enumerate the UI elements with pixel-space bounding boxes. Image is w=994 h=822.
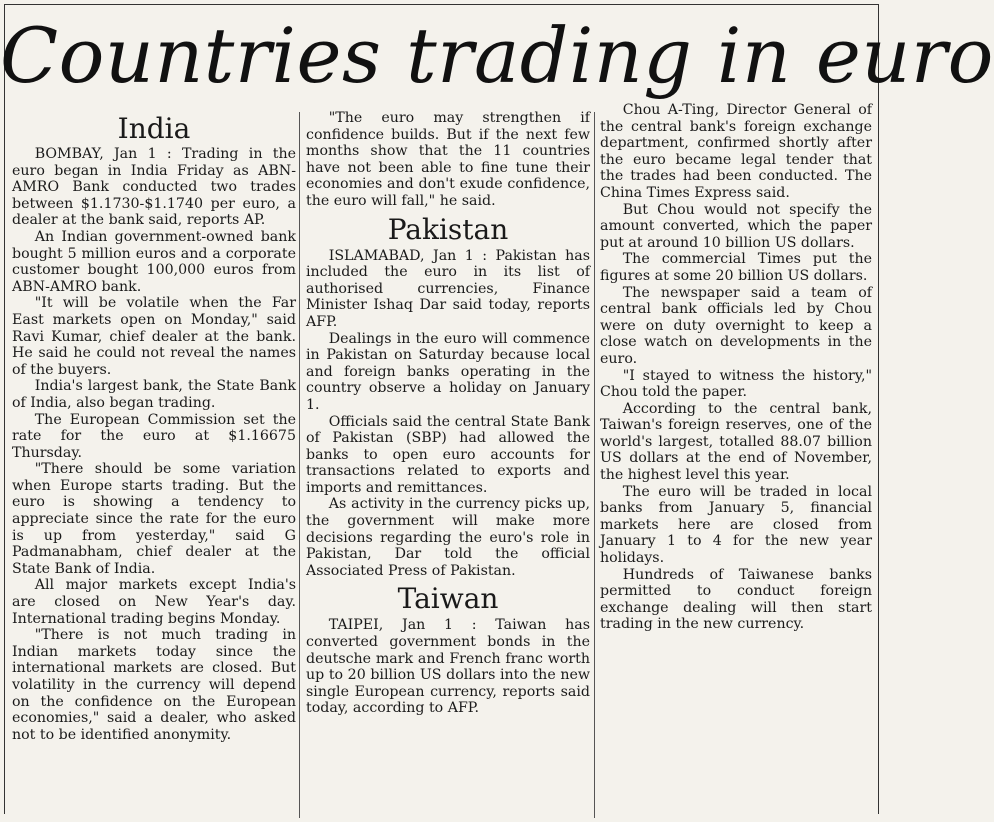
paragraph: Chou A-Ting, Director General of the central bank's foreign exchange department, confirmed shortly after the euro became legal tender that the trades had been conducted. The China Times Express said.	[600, 102, 872, 201]
paragraph: Dealings in the euro will commence in Pakistan on Saturday because local and foreign banks operating in the country observe a holiday on January 1.	[306, 330, 590, 413]
column-2	[306, 110, 590, 820]
paragraph: As activity in the currency picks up, the government will make more decisions regarding the euro's role in Pakistan, Dar told the official Associated Press of Pakistan.	[306, 496, 590, 579]
section-heading-pakistan: Pakistan	[387, 212, 509, 246]
paragraph: "The euro may strengthen if confidence builds. But if the next few months show that the 11 countries have not been able to fine tune their economies and don't exude confidence, the euro will fall," he said.	[306, 110, 590, 209]
paragraph: All major markets except India's are closed on New Year's day. International trading begins Monday.	[12, 577, 296, 627]
paragraph: The newspaper said a team of central bank officials led by Chou were on duty overnight to keep a close watch on developments in the euro.	[600, 284, 872, 367]
paragraph: "There should be some variation when Europe starts trading. But the euro is showing a tendency to appreciate since the rate for the euro is up from yesterday," said G Padmanabham, chief dealer at the State Bank of India.	[12, 461, 296, 577]
paragraph: ISLAMABAD, Jan 1 : Pakistan has included the euro in its list of authorised currencies, Finance Minister Ishaq Dar said today, reports AFP.	[306, 247, 590, 330]
paragraph: BOMBAY, Jan 1 : Trading in the euro began in India Friday as ABN-AMRO Bank conducted two trades between $1.1730-$1.1740 per euro, a dealer at the bank said, reports AP.	[12, 146, 296, 229]
column-3	[600, 102, 872, 812]
paragraph: TAIPEI, Jan 1 : Taiwan has converted government bonds in the deutsche mark and French franc worth up to 20 billion US dollars into the new single European currency, reports said today, according to AFP.	[306, 617, 590, 717]
headline: Countries trading in euro	[0, 11, 994, 100]
paragraph: The commercial Times put the figures at some 20 billion US dollars.	[600, 251, 872, 284]
column-rule	[594, 112, 595, 818]
paragraph: According to the central bank, Taiwan's foreign reserves, one of the world's largest, totalled 88.07 billion US dollars at the end of November, the highest level this year.	[600, 400, 872, 484]
section-heading-taiwan: Taiwan	[397, 582, 499, 616]
paragraph: "There is not much trading in Indian markets today since the international markets are closed. But volatility in the currency will depend on the confidence on the European economies," said a dealer, who asked not to be identified anonymity.	[12, 627, 296, 743]
paragraph: India's largest bank, the State Bank of India, also began trading.	[12, 378, 296, 411]
paragraph: Hundreds of Taiwanese banks permitted to conduct foreign exchange dealing will then start trading in the new currency.	[600, 566, 872, 633]
column-rule	[299, 112, 300, 818]
paragraph: But Chou would not specify the amount converted, which the paper put at around 10 billion US dollars.	[600, 201, 872, 251]
paragraph: "I stayed to witness the history," Chou told the paper.	[600, 367, 872, 401]
section-heading-india: India	[117, 112, 191, 145]
paragraph: Officials said the central State Bank of Pakistan (SBP) had allowed the banks to open euro accounts for transactions related to exports and imports and remittances.	[306, 413, 590, 496]
paragraph: The European Commission set the rate for the euro at $1.16675 Thursday.	[12, 411, 296, 461]
column-1	[12, 112, 296, 822]
paragraph: "It will be volatile when the Far East markets open on Monday," said Ravi Kumar, chief dealer at the bank. He said he could not reveal the names of the buyers.	[12, 295, 296, 378]
paragraph: An Indian government-owned bank bought 5 million euros and a corporate customer bought 100,000 euros from ABN-AMRO bank.	[12, 228, 296, 295]
paragraph: The euro will be traded in local banks from January 5, financial markets here are closed from January 1 to 4 for the new year holidays.	[600, 483, 872, 567]
